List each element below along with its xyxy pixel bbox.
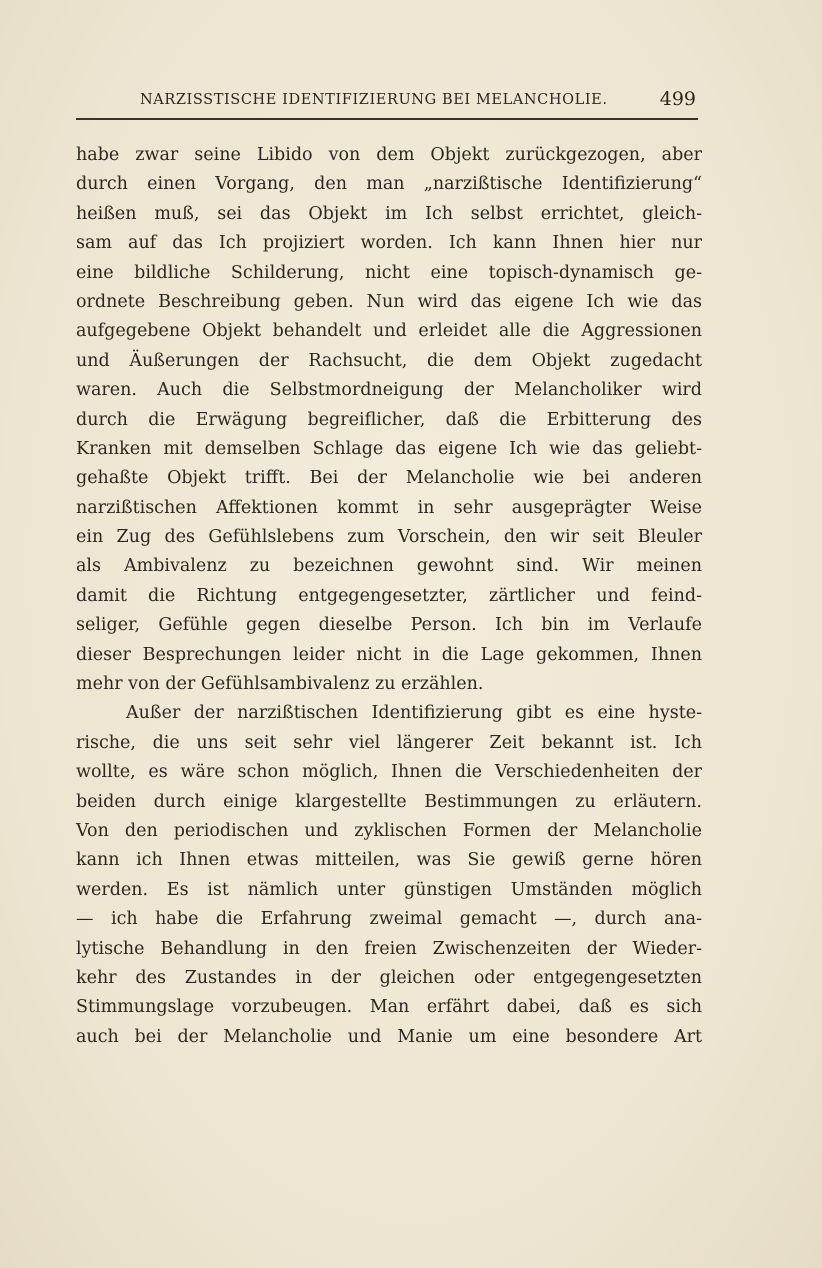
running-header bbox=[76, 86, 698, 120]
page-number: 499 bbox=[659, 88, 696, 110]
text-line: rische, die uns seit sehr viel längerer Zeit bekannt ist. Ich bbox=[76, 732, 702, 753]
text-line: aufgegebene Objekt behandelt und erleidet alle die Aggressionen bbox=[76, 321, 702, 342]
text-line: wollte, es wäre schon möglich, Ihnen die Verschiedenheiten der bbox=[76, 762, 702, 783]
text-line: auch bei der Melancholie und Manie um eine besondere Art bbox=[76, 1026, 702, 1047]
text-line: und Äußerungen der Rachsucht, die dem Objekt zugedacht bbox=[76, 350, 702, 371]
header-rule bbox=[76, 118, 698, 120]
text-line: heißen muß, sei das Objekt im Ich selbst errichtet, gleich- bbox=[76, 203, 702, 224]
text-line: — ich habe die Erfahrung zweimal gemacht —, durch ana- bbox=[76, 909, 702, 930]
text-line: narzißtischen Affektionen kommt in sehr ausgeprägter Weise bbox=[76, 497, 702, 518]
text-line: ordnete Beschreibung geben. Nun wird das eigene Ich wie das bbox=[76, 291, 702, 312]
running-title: NARZISSTISCHE IDENTIFIZIERUNG BEI MELANCHOLIE. bbox=[140, 92, 608, 108]
text-line: lytische Behandlung in den freien Zwischenzeiten der Wieder- bbox=[76, 938, 702, 959]
text-line: beiden durch einige klargestellte Bestimmungen zu erläutern. bbox=[76, 791, 702, 812]
text-line: habe zwar seine Libido von dem Objekt zurückgezogen, aber bbox=[76, 145, 702, 165]
paragraph bbox=[76, 699, 702, 1052]
text-line: durch einen Vorgang, den man „narzißtische Identifizierung“ bbox=[76, 174, 702, 195]
text-line: seliger, Gefühle gegen dieselbe Person. Ich bin im Verlaufe bbox=[76, 615, 702, 636]
text-line: werden. Es ist nämlich unter günstigen Umständen möglich bbox=[76, 879, 702, 900]
text-line: Außer der narzißtischen Identifizierung gibt es eine hyste- bbox=[126, 703, 702, 724]
text-line: Stimmungslage vorzubeugen. Man erfährt dabei, daß es sich bbox=[76, 997, 702, 1018]
text-line: waren. Auch die Selbstmordneigung der Melancholiker wird bbox=[76, 380, 702, 401]
paragraph bbox=[76, 141, 702, 699]
text-line: kehr des Zustandes in der gleichen oder entgegengesetzten bbox=[76, 967, 702, 988]
text-line: damit die Richtung entgegengesetzter, zärtlicher und feind- bbox=[76, 585, 702, 606]
text-line: eine bildliche Schilderung, nicht eine topisch-dynamisch ge- bbox=[76, 262, 702, 283]
text-line: Von den periodischen und zyklischen Formen der Melancholie bbox=[76, 820, 702, 841]
text-line: als Ambivalenz zu bezeichnen gewohnt sind. Wir meinen bbox=[76, 556, 702, 577]
body-text bbox=[76, 141, 702, 1052]
text-line: ein Zug des Gefühlslebens zum Vorschein, den wir seit Bleuler bbox=[76, 527, 702, 548]
text-line: dieser Besprechungen leider nicht in die Lage gekommen, Ihnen bbox=[76, 644, 702, 665]
text-line: sam auf das Ich projiziert worden. Ich kann Ihnen hier nur bbox=[76, 233, 702, 254]
text-line: durch die Erwägung begreiflicher, daß die Erbitterung des bbox=[76, 409, 702, 430]
text-line: gehaßte Objekt trifft. Bei der Melancholie wie bei anderen bbox=[76, 468, 702, 489]
text-line: mehr von der Gefühlsambivalenz zu erzählen. bbox=[76, 674, 484, 695]
text-line: kann ich Ihnen etwas mitteilen, was Sie gewiß gerne hören bbox=[76, 850, 702, 871]
text-line: Kranken mit demselben Schlage das eigene Ich wie das geliebt- bbox=[76, 438, 702, 459]
